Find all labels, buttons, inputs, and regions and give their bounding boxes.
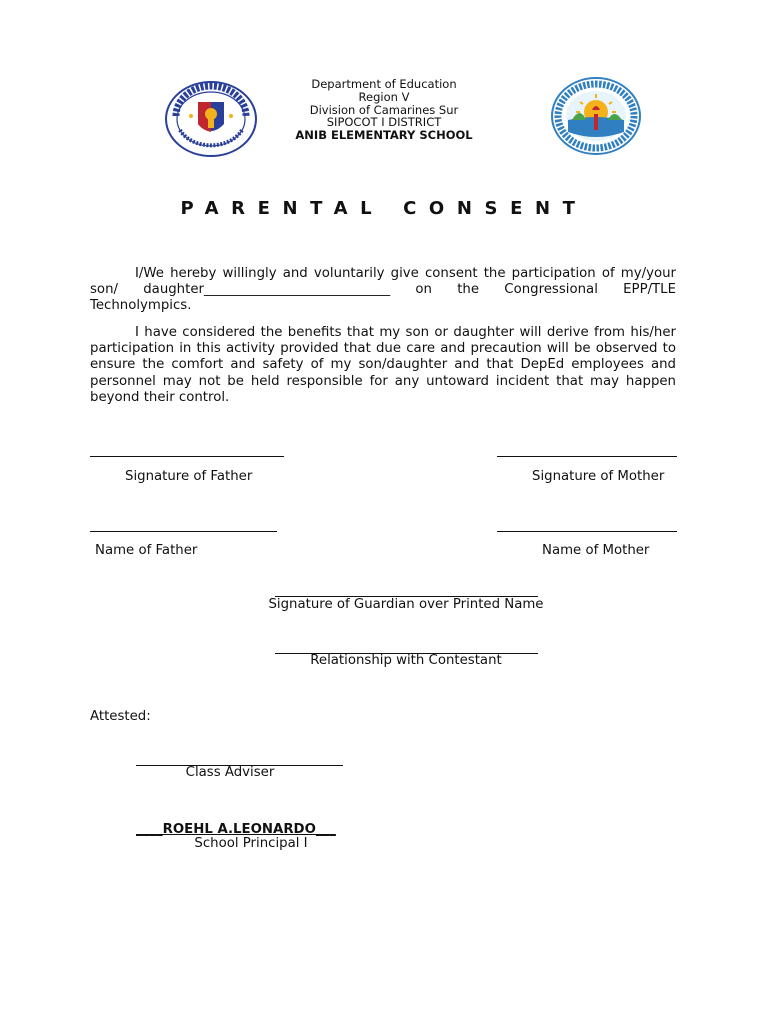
principal-title: School Principal I [194,836,308,851]
letterhead [270,78,498,142]
consent-paragraph: I/We hereby willingly and voluntarily give consent the participation of my/your son/ daughter____________________________ on the Congressional EPP/TLE Technolympics. [90,266,676,314]
division-line: Division of Camarines Sur [309,102,459,117]
mother-name-label: Name of Mother [542,543,650,558]
mother-signature-line[interactable] [497,456,677,457]
mother-name-line[interactable] [497,531,677,532]
region-line: Region V [358,89,410,104]
mother-signature-label: Signature of Mother [532,469,665,484]
document-title: PARENTAL CONSENT [180,198,588,219]
father-signature-line[interactable] [90,456,284,457]
department-line: Department of Education [311,77,457,91]
attested-label: Attested: [90,709,151,724]
school-name: ANIB ELEMENTARY SCHOOL [295,128,473,143]
relationship-label: Relationship with Contestant [310,653,502,668]
father-name-line[interactable] [90,531,277,532]
deped-seal-icon [164,80,258,158]
school-seal-icon [550,76,642,156]
father-signature-label: Signature of Father [125,469,253,484]
guardian-signature-label: Signature of Guardian over Printed Name [268,597,544,612]
principal-name: ____ROEHL A.LEONARDO___ [136,822,336,837]
considerations-paragraph: I have considered the benefits that my son or daughter will derive from his/her participation in this activity provided that due care and precaution will be observed to ensure the comfort and safety of my son/daughter and that DepEd employees and personnel may not be held responsible for any untoward incident that may happen beyond their control. [90,325,676,405]
class-adviser-label: Class Adviser [185,765,275,780]
district-line: SIPOCOT I DISTRICT [326,115,442,130]
father-name-label: Name of Father [95,543,198,558]
